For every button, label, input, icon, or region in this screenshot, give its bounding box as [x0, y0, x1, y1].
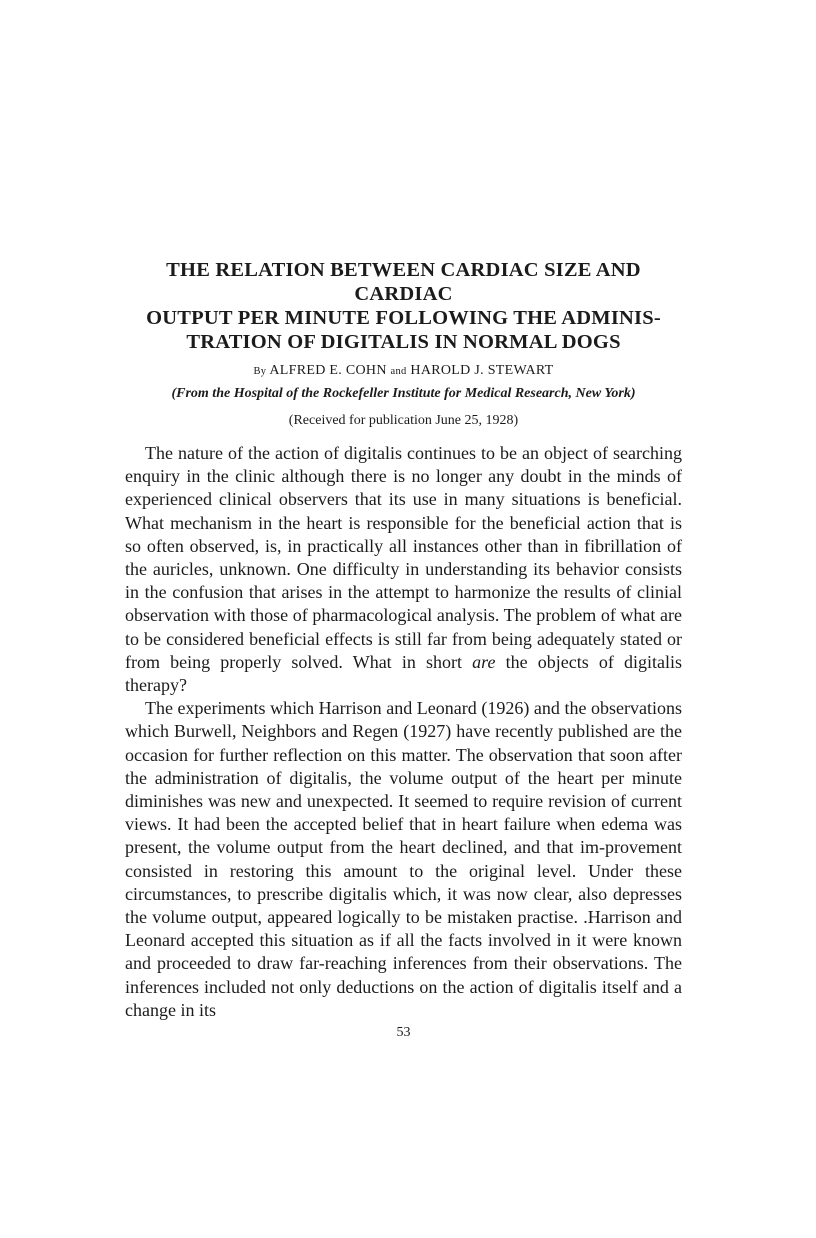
article-page — [125, 258, 682, 1041]
byline-and: and — [390, 366, 407, 377]
author-byline — [125, 363, 682, 379]
title-line-3: TRATION OF DIGITALIS IN NORMAL DOGS — [186, 331, 621, 353]
author-1: ALFRED E. COHN — [269, 363, 387, 378]
author-2: HAROLD J. STEWART — [410, 363, 554, 378]
paragraph-2 — [125, 697, 682, 1022]
paragraph-1-text: The nature of the action of digitalis continues to be an object of searching enquiry in the clinic although there is no longer any doubt in the minds of experienced clinical observers that its use in many situations is beneficial. What mechanism in the heart is responsible for the beneficial action that is so often observed, is, in practically all instances other than in fibrillation of the auricles, unknown. One difficulty in understanding its behavior consists in the confusion that arises in the attempt to harmonize the results of clinial observation with those of pharmacological analysis. The problem of what are to be considered beneficial effects is still far from being adequately stated or from being properly solved. What in short — [125, 443, 682, 672]
page-number: 53 — [396, 1025, 411, 1041]
byline-by: By — [253, 366, 267, 377]
paragraph-2-text: The experiments which Harrison and Leonard (1926) and the observations which Burwell, Neighbors and Regen (1927) have recently published are the occasion for further reflection on this matter. The observation that soon after the administration of digitalis, the volume output of the heart per minute diminishes was new and unexpected. It seemed to require revision of current views. It had been the accepted belief that in heart failure when edema was present, the volume output from the heart declined, and that im-provement consisted in restoring this amount to the original level. Under these circumstances, to prescribe digitalis which, it was now clear, also depresses the volume output, appeared logically to be mistaken practise. .Harrison and Leonard accepted this situation as if all the facts involved in it were known and proceeded to draw far-reaching inferences from their observations. The inferences included not only deductions on the action of digitalis itself and a change in its — [125, 698, 682, 1020]
affiliation: (From the Hospital of the Rockefeller Institute for Medical Research, New York) — [171, 386, 636, 401]
paragraph-1-emphasis: are — [472, 651, 496, 672]
paragraph-1-tail: the objects of digitalis therapy? — [125, 651, 683, 696]
received-date: (Received for publication June 25, 1928) — [288, 413, 519, 428]
title-line-1: THE RELATION BETWEEN CARDIAC SIZE AND CARDIAC — [166, 259, 641, 305]
paragraph-1 — [125, 442, 682, 697]
article-title — [125, 258, 682, 354]
article-body — [125, 442, 682, 1022]
title-line-2: OUTPUT PER MINUTE FOLLOWING THE ADMINIS- — [146, 307, 661, 329]
